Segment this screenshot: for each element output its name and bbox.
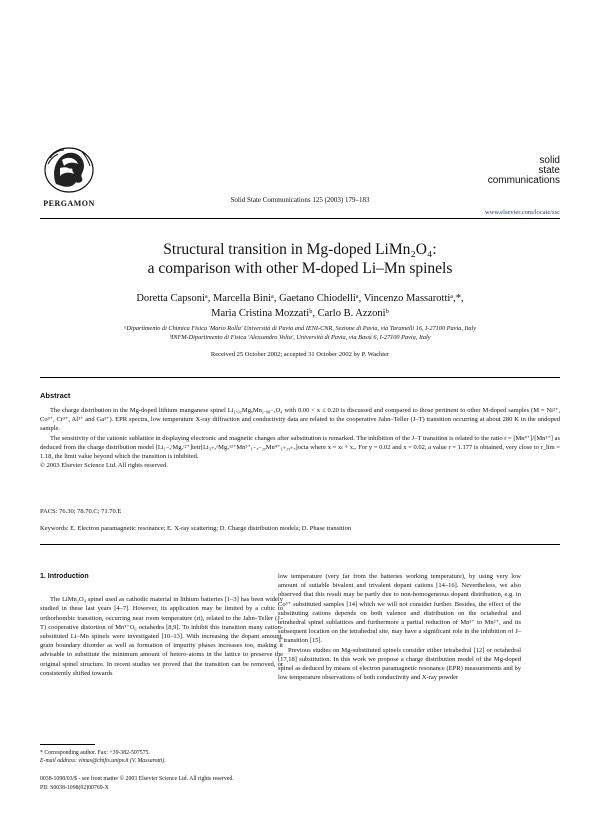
pergamon-emblem-icon: [38, 146, 100, 194]
pacs-codes: PACS: 76.30; 78.70.C; 71.70.E: [40, 508, 122, 515]
journal-web-link[interactable]: www.elsevier.com/locate/ssc: [484, 209, 560, 216]
pii-line: PII: S0038-1098(02)00769-X: [40, 784, 109, 791]
section-heading-introduction: 1. Introduction: [40, 573, 89, 580]
corresponding-author: * Corresponding author. Fax: +39-382-507575.: [40, 750, 150, 756]
left-column: [40, 572, 283, 678]
right-paragraph-1: low temperature (very far from the batteries working temperature), by using very low amount of suitable bivalent and trivalent dopant cations [14–16]. Nevertheless, we also observed that this result may be partly due to non-homogeneous dopant distribution, e.g. in Co³⁺ substituted samples [14] which we will not consider further. Besides, the effect of the substituting cations depends on both valence and distribution on the octahedral and tetrahedral spinel sublattices and furthermore a partial reduction of Mn³⁺ to Mn²⁺, and its subsequent location on the tetrahedral site, may have a significant role in the inhibition of J–T transition [15].: [278, 573, 521, 645]
journal-brand: [470, 156, 560, 186]
abstract-paragraph-2: The sensitivity of the cationic sublattice in displaying electronic and magnetic changes after substitution is remarked. The inhibition of the J–T transition is related to the ratio r = [Mn⁴⁺]/[Mn³⁺] as deduced from the charge distribution model [Li₁₋ₓᵗMgₓᵗ²⁺]tetr[Li₃₊ₓᵒMgₓᵒ²⁺Mn³⁺₁₋ₓ₋₂ᵧMn⁴⁺₁₊₂ᵧ₊ₓ]octa where x = xₜ + xₒ. For y = 0.02 and x = 0.02, a value r = 1.177 is obtained, very close to r_lim = 1.18, the limit value beyond which the transition is inhibited.: [40, 434, 560, 461]
left-paragraph-1: The LiMn₂O₄ spinel used as cathodic material in lithium batteries [1–3] has been widely studied in these last years [4–7]. However, its application may be limited by a cubic to orthorhombic transition, occurring near room temperature (rt), related to the Jahn–Teller (J–T) cooperative distortion of Mn³⁺O₆ octahedra [8,9]. To inhibit this transition many cation-substituted Li–Mn spinels were investigated [10–13]. With increasing the dopant amount, grain boundary disorder as well as formation of impurity phases increases too, making it advisable to substitute the minimum amount of hetero-atoms in the lattice to preserve the original spinel structure. In recent studies we proved that the transition can be removed, or consistently shifted towards: [40, 596, 283, 677]
email-address: E-mail address: vimas@chifis.unipv.it (V. Massarotti).: [40, 758, 166, 764]
issn-line: 0038-1098/03/$ - see front matter © 2003 Elsevier Science Ltd. All rights reserved.: [40, 776, 234, 782]
author-list: [40, 291, 560, 321]
abstract-bottom-rule: [40, 544, 560, 545]
brand-line-1: solid: [539, 155, 560, 166]
received-dates: Received 25 October 2002; accepted 31 October 2002 by P. Wachter: [210, 351, 390, 358]
right-column: [278, 572, 521, 682]
footnote-rule: [40, 744, 95, 745]
abstract-copyright: © 2003 Elsevier Science Ltd. All rights reserved.: [40, 462, 168, 470]
brand-line-3: communications: [487, 175, 560, 186]
header-rule: [40, 218, 560, 219]
page-footer: [40, 775, 234, 792]
abstract-top-rule: [40, 377, 560, 378]
abstract-paragraph-1: The charge distribution in the Mg-doped lithium manganese spinel Li₁.₀₂MgₓMn₁.₉₈₋ₓO₄ with 0.00 < x ≤ 0.20 is discussed and compared to those pertinent to other M-doped samples (M = Ni²⁺, Co³⁺, Cr³⁺, Al³⁺ and Ga³⁺). EPR spectra, low temperature X-ray diffraction and conductivity data are related to the cooperative Jahn–Teller (J–T) transition occurring at about 280 K in the undoped sample.: [40, 407, 560, 433]
article-title: [0, 240, 600, 278]
authors-line-2: Maria Cristina Mozzatiᵇ, Carlo B. Azzoniᵇ: [211, 308, 389, 319]
publisher-name: PERGAMON: [43, 199, 95, 208]
abstract-body: [40, 406, 560, 470]
brand-line-2: state: [538, 165, 560, 176]
journal-reference: Solid State Communications 125 (2003) 179–183: [230, 196, 370, 204]
title-line-1: Structural transition in Mg-doped LiMn₂O₄:: [163, 241, 437, 258]
title-line-2: a comparison with other M-doped Li–Mn spinels: [147, 260, 453, 277]
right-paragraph-2: Previous studies on Mg-substituted spinels consider either tetrahedral [12] or octahedral [17,18] substitution. In this work we propose a charge distribution model of the Mg-doped spinel as deduced by means of electron paramagnetic resonance (EPR) measurements and by low temperature observations of both conductivity and X-ray powder: [278, 646, 521, 682]
affiliation-a: ᵃDipartimento di Chimica Fisica 'Mario Rolla' Università di Pavia and IENI-CNR, Sezione di Pavia, via Taramelli 16, I-27100 Pavia, Italy: [123, 325, 477, 332]
keywords: Keywords: E. Electron paramagnetic resonance; E. X-ray scattering; D. Charge distribution models; D. Phase transition: [40, 525, 352, 532]
footnote: [40, 749, 280, 765]
abstract-heading: Abstract: [40, 391, 71, 400]
authors-line-1: Doretta Capsoniᵃ, Marcella Biniᵃ, Gaetano Chiodelliᵃ, Vincenzo Massarottiᵃ,*,: [136, 293, 464, 304]
affiliations: [40, 324, 560, 342]
affiliation-b: ᵇINFM-Dipartimento di Fisica 'Alessandro Volta', Università di Pavia, via Bassi 6, I-27100 Pavia, Italy: [169, 334, 431, 341]
